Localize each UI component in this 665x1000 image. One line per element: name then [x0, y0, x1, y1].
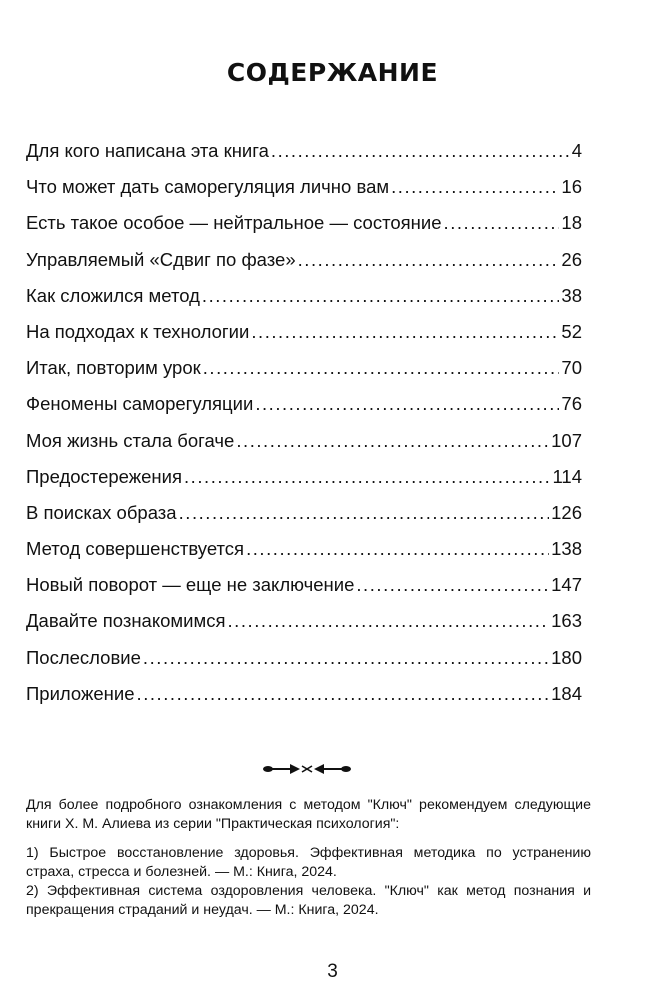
- toc-dot-leader: [143, 647, 549, 669]
- book-reference: 1) Быстрое восстановление здоровья. Эффективная методика по устранению страха, стресса и болезней. — М.: Книга, 2024.: [26, 845, 591, 880]
- toc-dot-leader: [179, 502, 550, 524]
- toc-entry: [26, 140, 582, 176]
- toc-dot-leader: [203, 357, 560, 379]
- toc-dot-leader: [202, 285, 560, 307]
- table-of-contents: [26, 140, 582, 719]
- toc-entry: [26, 212, 582, 248]
- toc-entry: [26, 538, 582, 574]
- toc-entry: [26, 249, 582, 285]
- toc-dot-leader: [227, 610, 549, 632]
- toc-entry-page: 114: [552, 465, 582, 487]
- toc-entry: [26, 176, 582, 212]
- toc-entry-page: 184: [551, 682, 582, 704]
- toc-entry-label: Новый поворот — еще не заключение: [26, 574, 355, 596]
- toc-entry: [26, 610, 582, 646]
- toc-entry-label: Итак, повторим урок: [26, 357, 201, 379]
- toc-entry-label: Для кого написана эта книга: [26, 140, 269, 161]
- toc-dot-leader: [391, 176, 559, 198]
- toc-entry-label: Управляемый «Сдвиг по фазе»: [26, 248, 296, 270]
- toc-entry-page: 76: [561, 393, 582, 415]
- toc-dot-leader: [251, 321, 559, 343]
- toc-dot-leader: [356, 574, 549, 596]
- toc-dot-leader: [271, 140, 570, 162]
- recommended-books-note: [26, 796, 591, 920]
- ornament-divider-icon: [262, 762, 352, 776]
- toc-entry: [26, 466, 582, 502]
- toc-entry: [26, 393, 582, 429]
- toc-entry-page: 138: [551, 538, 582, 560]
- toc-entry-page: 38: [561, 284, 582, 306]
- toc-entry-page: 16: [561, 176, 582, 198]
- toc-entry-label: Метод совершенствуется: [26, 538, 245, 560]
- page-number: 3: [327, 961, 338, 982]
- book-reference: 2) Эффективная система оздоровления человека. "Ключ" как метод познания и прекращения страданий и неудач. — М.: Книга, 2024.: [26, 883, 591, 918]
- toc-dot-leader: [444, 212, 560, 234]
- toc-entry-label: Есть такое особое — нейтральное — состояние: [26, 212, 442, 234]
- toc-entry: [26, 502, 582, 538]
- toc-entry-page: 107: [551, 429, 582, 451]
- toc-entry-label: Моя жизнь стала богаче: [26, 429, 235, 451]
- toc-entry-page: 26: [561, 248, 582, 270]
- toc-entry-page: 180: [551, 646, 582, 668]
- toc-dot-leader: [236, 430, 549, 452]
- toc-entry: [26, 430, 582, 466]
- toc-dot-leader: [137, 683, 550, 705]
- toc-entry: [26, 285, 582, 321]
- toc-dot-leader: [184, 466, 551, 488]
- note-intro: Для более подробного ознакомления с методом "Ключ" рекомендуем следующие книги Х. М. Алиева из серии "Практическая психология":: [26, 797, 591, 832]
- toc-entry: [26, 683, 582, 719]
- toc-entry-label: Предостережения: [26, 465, 182, 487]
- toc-entry-label: В поисках образа: [26, 501, 177, 523]
- toc-entry-label: На подходах к технологии: [26, 320, 250, 342]
- toc-entry: [26, 321, 582, 357]
- toc-entry: [26, 574, 582, 610]
- toc-entry-label: Что может дать саморегуляция лично вам: [26, 176, 390, 198]
- toc-dot-leader: [255, 393, 559, 415]
- toc-dot-leader: [298, 249, 560, 271]
- toc-dot-leader: [246, 538, 549, 560]
- toc-entry-page: 4: [571, 140, 582, 161]
- toc-entry-page: 70: [561, 357, 582, 379]
- toc-entry-page: 18: [561, 212, 582, 234]
- toc-entry-label: Феномены саморегуляции: [26, 393, 254, 415]
- toc-entry-page: 163: [551, 610, 582, 632]
- toc-entry: [26, 357, 582, 393]
- toc-entry-label: Как сложился метод: [26, 284, 200, 306]
- toc-entry: [26, 647, 582, 683]
- toc-entry-page: 147: [551, 574, 582, 596]
- page-title: СОДЕРЖАНИЕ: [226, 58, 439, 87]
- toc-entry-label: Приложение: [26, 682, 135, 704]
- toc-entry-label: Послесловие: [26, 646, 141, 668]
- toc-entry-page: 126: [551, 501, 582, 523]
- toc-entry-page: 52: [561, 320, 582, 342]
- toc-entry-label: Давайте познакомимся: [26, 610, 226, 632]
